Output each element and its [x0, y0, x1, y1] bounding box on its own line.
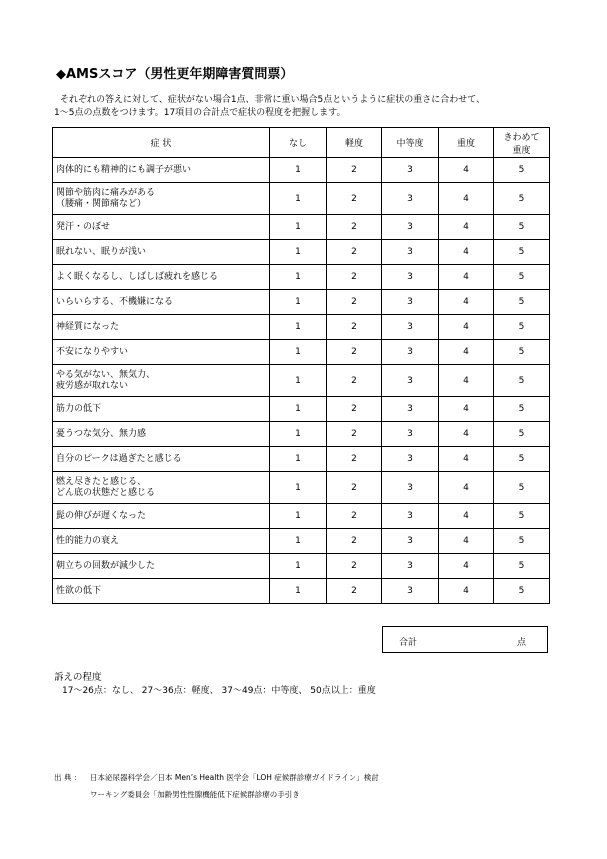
- score-cell[interactable]: 1: [270, 397, 327, 422]
- total-box: [382, 626, 548, 653]
- score-cell[interactable]: 5: [494, 183, 550, 215]
- symptom-cell: [53, 158, 270, 183]
- table-row: [53, 579, 550, 604]
- score-cell[interactable]: 4: [439, 290, 494, 315]
- score-cell[interactable]: 1: [270, 579, 327, 604]
- header-none: なし: [270, 128, 327, 158]
- score-cell[interactable]: 3: [382, 504, 439, 529]
- score-cell[interactable]: 2: [327, 365, 382, 397]
- table-row: [53, 472, 550, 504]
- score-cell[interactable]: 2: [327, 215, 382, 240]
- score-cell[interactable]: 2: [327, 472, 382, 504]
- symptom-cell: [53, 365, 270, 397]
- score-cell[interactable]: 4: [439, 265, 494, 290]
- table-row: [53, 422, 550, 447]
- table-row: [53, 240, 550, 265]
- score-cell[interactable]: 3: [382, 579, 439, 604]
- symptom-cell: [53, 397, 270, 422]
- severity-heading: 訴えの程度: [54, 672, 102, 683]
- table-row: [53, 447, 550, 472]
- severity-text: 17～26点：なし、 27～36点：軽度、 37～49点：中等度、 50点以上：重度: [62, 686, 376, 696]
- table-row: [53, 315, 550, 340]
- total-label: 合計: [399, 638, 418, 648]
- score-cell[interactable]: 3: [382, 529, 439, 554]
- symptom-label-line2: どん底の状態だと感じる: [56, 487, 156, 498]
- score-cell[interactable]: 3: [382, 183, 439, 215]
- score-cell[interactable]: 5: [494, 447, 550, 472]
- score-cell[interactable]: 2: [327, 554, 382, 579]
- score-cell[interactable]: 5: [494, 215, 550, 240]
- symptom-cell: [53, 554, 270, 579]
- score-cell[interactable]: 4: [439, 365, 494, 397]
- score-cell[interactable]: 2: [327, 422, 382, 447]
- score-cell[interactable]: 3: [382, 447, 439, 472]
- symptom-label: 性欲の低下: [56, 585, 102, 596]
- symptom-cell: [53, 422, 270, 447]
- score-cell[interactable]: 5: [494, 365, 550, 397]
- score-cell[interactable]: 4: [439, 422, 494, 447]
- score-cell[interactable]: 1: [270, 554, 327, 579]
- score-cell[interactable]: 4: [439, 340, 494, 365]
- symptom-cell: [53, 265, 270, 290]
- table-row: [53, 183, 550, 215]
- header-very-severe-line2: 重度: [512, 145, 531, 156]
- symptom-label: いらいらする、不機嫌になる: [56, 296, 174, 307]
- table-row: [53, 365, 550, 397]
- score-cell[interactable]: 1: [270, 183, 327, 215]
- symptom-cell: [53, 472, 270, 504]
- table-row: [53, 529, 550, 554]
- symptom-cell: [53, 447, 270, 472]
- symptom-cell: [53, 529, 270, 554]
- score-cell[interactable]: 5: [494, 422, 550, 447]
- score-cell[interactable]: 2: [327, 340, 382, 365]
- table-header-row: [53, 128, 550, 158]
- score-cell[interactable]: 4: [439, 183, 494, 215]
- score-cell[interactable]: 4: [439, 215, 494, 240]
- score-cell[interactable]: 1: [270, 315, 327, 340]
- header-moderate: 中等度: [382, 128, 439, 158]
- score-cell[interactable]: 1: [270, 447, 327, 472]
- score-cell[interactable]: 2: [327, 315, 382, 340]
- header-very-severe-line1: きわめて: [503, 132, 540, 143]
- symptom-label: 関節や筋肉に痛みがある: [56, 187, 156, 198]
- source-label: 出 典 ：: [54, 773, 82, 782]
- score-cell[interactable]: 3: [382, 265, 439, 290]
- symptom-cell: [53, 340, 270, 365]
- symptom-label: 肉体的にも精神的にも調子が悪い: [56, 164, 192, 175]
- score-cell[interactable]: 2: [327, 579, 382, 604]
- symptom-label: 発汗・のぼせ: [56, 221, 111, 232]
- score-cell[interactable]: 4: [439, 158, 494, 183]
- score-cell[interactable]: 4: [439, 240, 494, 265]
- score-cell[interactable]: 3: [382, 340, 439, 365]
- symptom-label-line2: （腰痛・関節痛など）: [56, 198, 147, 209]
- intro-text: [54, 94, 554, 120]
- score-cell[interactable]: 5: [494, 265, 550, 290]
- score-cell[interactable]: 3: [382, 472, 439, 504]
- score-cell[interactable]: 5: [494, 158, 550, 183]
- score-cell[interactable]: 3: [382, 158, 439, 183]
- score-cell[interactable]: 5: [494, 579, 550, 604]
- score-cell[interactable]: 4: [439, 554, 494, 579]
- score-cell[interactable]: 1: [270, 529, 327, 554]
- score-cell[interactable]: 1: [270, 158, 327, 183]
- score-cell[interactable]: 4: [439, 529, 494, 554]
- score-cell[interactable]: 3: [382, 240, 439, 265]
- symptom-cell: [53, 290, 270, 315]
- score-cell[interactable]: 3: [382, 215, 439, 240]
- score-cell[interactable]: 3: [382, 422, 439, 447]
- symptom-cell: [53, 315, 270, 340]
- score-cell[interactable]: 4: [439, 447, 494, 472]
- symptom-label: 筋力の低下: [56, 403, 102, 414]
- score-cell[interactable]: 5: [494, 554, 550, 579]
- score-cell[interactable]: 2: [327, 183, 382, 215]
- page-title: ◆AMSスコア（男性更年期障害質問票）: [56, 67, 294, 82]
- score-cell[interactable]: 5: [494, 240, 550, 265]
- symptom-label: 眠れない、眠りが浅い: [56, 246, 147, 257]
- ams-score-table: [52, 127, 550, 604]
- table-row: [53, 504, 550, 529]
- score-cell[interactable]: 1: [270, 290, 327, 315]
- score-cell[interactable]: 5: [494, 290, 550, 315]
- score-cell[interactable]: 2: [327, 290, 382, 315]
- score-cell[interactable]: 4: [439, 315, 494, 340]
- intro-line-2: 1～5点の点数をつけます。17項目の合計点で症状の程度を把握します。: [54, 108, 346, 118]
- table-row: [53, 265, 550, 290]
- score-cell[interactable]: 1: [270, 215, 327, 240]
- header-mild: 軽度: [327, 128, 382, 158]
- score-cell[interactable]: 2: [327, 158, 382, 183]
- source-line-1: 日本泌尿器科学会／日本 Men’s Health 医学会「LOH 症候群診療ガイドライン」検討: [90, 773, 379, 782]
- symptom-cell: [53, 240, 270, 265]
- score-cell[interactable]: 3: [382, 290, 439, 315]
- score-cell[interactable]: 1: [270, 504, 327, 529]
- score-cell[interactable]: 4: [439, 579, 494, 604]
- score-cell[interactable]: 5: [494, 504, 550, 529]
- score-cell[interactable]: 5: [494, 472, 550, 504]
- table-row: [53, 290, 550, 315]
- symptom-cell: [53, 579, 270, 604]
- score-cell[interactable]: 4: [439, 472, 494, 504]
- score-cell[interactable]: 5: [494, 315, 550, 340]
- score-cell[interactable]: 2: [327, 265, 382, 290]
- intro-line-1: それぞれの答えに対して、症状がない場合1点、非常に重い場合5点というように症状の重さに合わせて、: [60, 95, 486, 105]
- table-row: [53, 397, 550, 422]
- score-cell[interactable]: 1: [270, 265, 327, 290]
- score-cell[interactable]: 2: [327, 240, 382, 265]
- header-symptom: 症 状: [53, 128, 270, 158]
- header-severe: 重度: [439, 128, 494, 158]
- score-cell[interactable]: 4: [439, 504, 494, 529]
- symptom-label-line2: 疲労感が取れない: [56, 380, 129, 391]
- table-row: [53, 158, 550, 183]
- score-cell[interactable]: 2: [327, 504, 382, 529]
- score-cell[interactable]: 5: [494, 397, 550, 422]
- score-cell[interactable]: 3: [382, 315, 439, 340]
- score-cell[interactable]: 1: [270, 365, 327, 397]
- header-very-severe: [494, 128, 550, 158]
- symptom-cell: [53, 215, 270, 240]
- score-cell[interactable]: 1: [270, 240, 327, 265]
- score-cell[interactable]: 3: [382, 397, 439, 422]
- score-cell[interactable]: 1: [270, 422, 327, 447]
- score-cell[interactable]: 2: [327, 447, 382, 472]
- score-cell[interactable]: 5: [494, 340, 550, 365]
- symptom-label: 髭の伸びが遅くなった: [56, 510, 147, 521]
- symptom-label: やる気がない、無気力、: [56, 369, 156, 380]
- symptom-label: 自分のピークは過ぎたと感じる: [56, 453, 182, 464]
- symptom-label: 燃え尽きたと感じる、: [56, 476, 147, 487]
- total-unit: 点: [517, 638, 527, 648]
- symptom-label: 憂うつな気分、無力感: [56, 428, 147, 439]
- symptom-cell: [53, 183, 270, 215]
- score-cell[interactable]: 4: [439, 397, 494, 422]
- symptom-label: 朝立ちの回数が減少した: [56, 560, 156, 571]
- source-line-2: ワーキング委員会「加齢男性性腺機能低下症候群診療の手引き: [90, 790, 300, 799]
- symptom-label: よく眠くなるし、しばしば疲れを感じる: [56, 271, 219, 282]
- table-row: [53, 554, 550, 579]
- score-cell[interactable]: 1: [270, 340, 327, 365]
- score-cell[interactable]: 1: [270, 472, 327, 504]
- symptom-label: 神経質になった: [56, 321, 120, 332]
- symptom-label: 不安になりやすい: [56, 346, 129, 357]
- score-cell[interactable]: 3: [382, 365, 439, 397]
- score-cell[interactable]: 5: [494, 529, 550, 554]
- score-cell[interactable]: 2: [327, 397, 382, 422]
- score-cell[interactable]: 3: [382, 554, 439, 579]
- table-row: [53, 215, 550, 240]
- symptom-label: 性的能力の衰え: [56, 535, 120, 546]
- table-row: [53, 340, 550, 365]
- symptom-cell: [53, 504, 270, 529]
- score-cell[interactable]: 2: [327, 529, 382, 554]
